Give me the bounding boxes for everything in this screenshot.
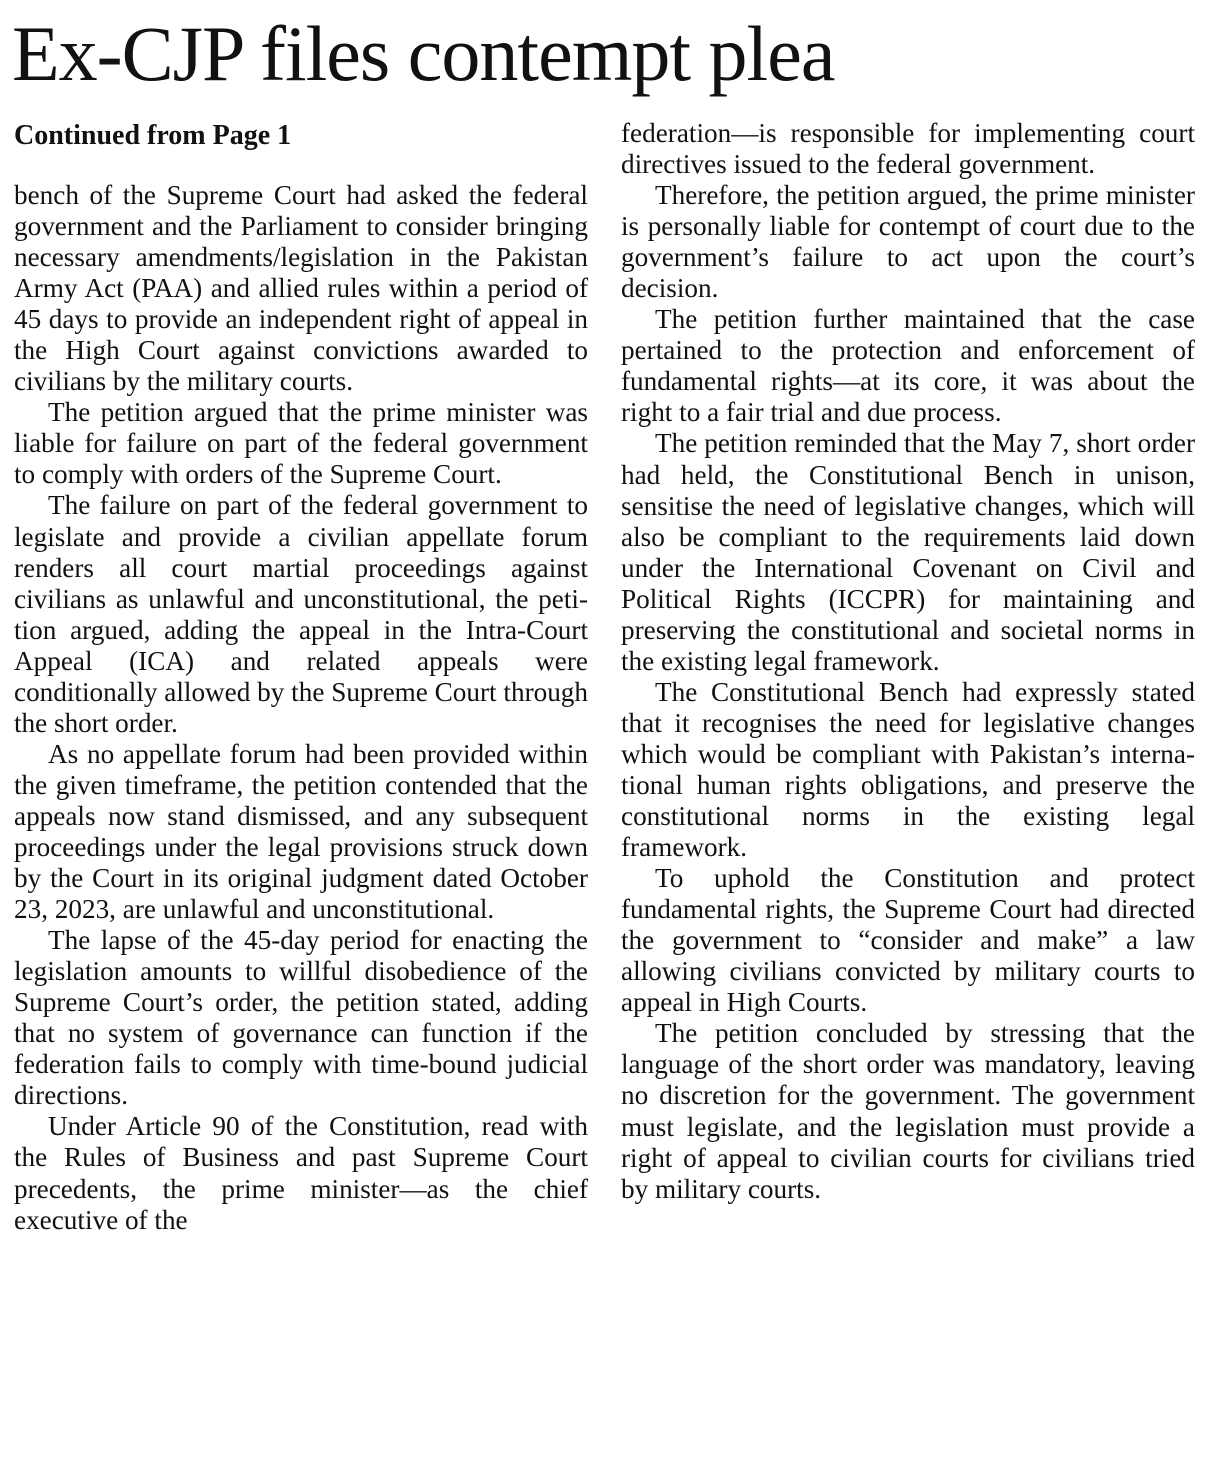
continued-from-label: Continued from Page 1: [14, 120, 292, 151]
body-paragraph: The lapse of the 45-day period for enacting the legislation amounts to willful disobedience of the Supreme Court’s order, the petition stated, adding that no system of governance can function if the federation fails to comply with time-bound judicial directions.: [14, 925, 588, 1111]
right-column: [621, 118, 1195, 1205]
body-paragraph: As no appellate forum had been provided within the given timeframe, the petition contended that the appeals now stand dismissed, and any subsequent proceedings under the legal provisions struck down by the Court in its original judgment dated October 23, 2023, are unlawful and unconstitutional.: [14, 738, 588, 925]
body-paragraph: The petition reminded that the May 7, short order had held, the Constitutional Bench in unison, sensitise the need of legislative changes, which will also be compliant to the requirements laid down under the International Covenant on Civil and Political Rights (ICCPR) for maintaining and preserving the constitutional and societal norms in the existing legal framework.: [621, 428, 1195, 676]
body-paragraph: The failure on part of the federal government to legislate and provide a civilian appellate forum renders all court martial proceedings against civilians as unlawful and unconstitutional, the petition argued, adding the appeal in the Intra-Court Appeal (ICA) and related appeals were conditionally allowed by the Supreme Court through the short order.: [14, 490, 588, 738]
body-paragraph: The petition further maintained that the case pertained to the protection and enforcement of fundamental rights—at its core, it was about the right to a fair trial and due process.: [621, 304, 1195, 428]
body-paragraph: The Constitutional Bench had expressly stated that it recognises the need for legislative changes which would be compliant with Pakistan’s international human rights obligations, and preserve the constitutional norms in the existing legal framework.: [621, 676, 1195, 863]
body-paragraph: The petition argued that the prime minister was liable for failure on part of the federal government to comply with orders of the Supreme Court.: [14, 397, 588, 490]
headline: Ex-CJP files contempt plea: [12, 10, 835, 97]
left-column: [14, 118, 588, 1236]
body-paragraph: Under Article 90 of the Constitution, read with the Rules of Business and past Supreme Court precedents, the prime minister—as the chief executive of the: [14, 1111, 588, 1235]
body-paragraph: Therefore, the petition argued, the prime minister is personally liable for contempt of court due to the government’s failure to act upon the court’s decision.: [621, 180, 1195, 304]
body-paragraph: bench of the Supreme Court had asked the federal government and the Parliament to consider bringing necessary amendments/legislation in the Pakistan Army Act (PAA) and allied rules within a period of 45 days to provide an independent right of appeal in the High Court against convictions awarded to civilians by the military courts.: [14, 180, 588, 397]
body-paragraph: federation—is responsible for implementing court directives issued to the federal government.: [621, 118, 1195, 180]
body-paragraph: The petition concluded by stressing that the language of the short order was mandatory, leaving no discretion for the government. The government must legislate, and the legislation must provide a right of appeal to civilian courts for civilians tried by military courts.: [621, 1018, 1195, 1204]
body-paragraph: To uphold the Constitution and protect fundamental rights, the Supreme Court had directed the government to “consider and make” a law allowing civilians convicted by military courts to appeal in High Courts.: [621, 863, 1195, 1018]
